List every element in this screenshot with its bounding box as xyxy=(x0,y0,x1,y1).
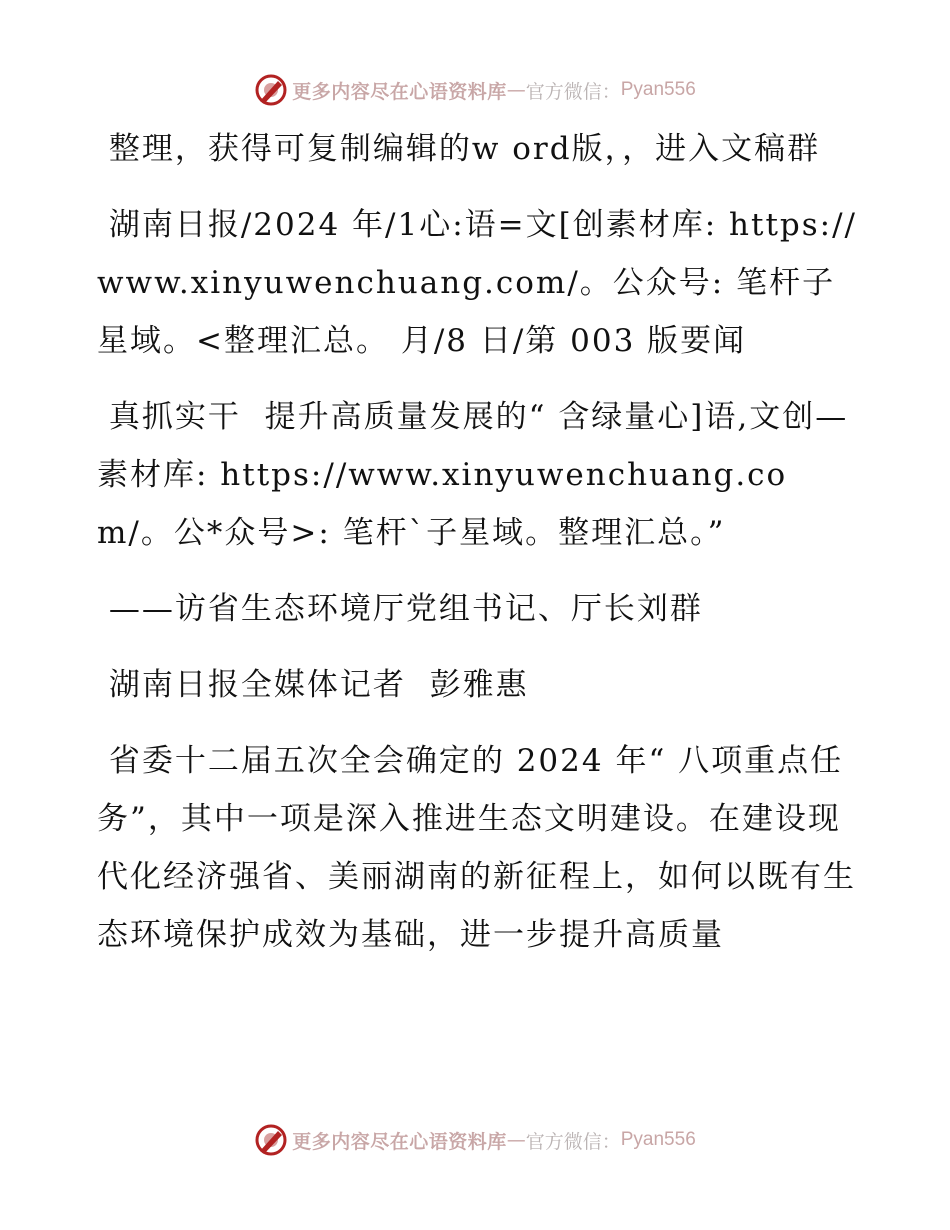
footer-banner-text: 更多内容尽在心语资料库 xyxy=(292,1130,507,1153)
header-banner-text: 更多内容尽在心语资料库 xyxy=(292,80,507,103)
footer-wechat-label: 官方微信： xyxy=(525,1130,621,1153)
pen-logo-icon xyxy=(254,1123,288,1157)
footer-banner xyxy=(0,1120,950,1160)
header-wechat-id: Pyan556 xyxy=(620,79,696,100)
document-body xyxy=(97,120,857,982)
paragraph-subtitle: ——访省生态环境厅党组书记、厅长刘群 xyxy=(97,591,703,627)
header-banner-separator: — xyxy=(506,79,526,101)
paragraph-intro: 整理，获得可复制编辑的w ord版，，进入文稿群 xyxy=(97,131,821,167)
paragraph-body: 省委十二届五次全会确定的 2024 年“ 八项重点任务”，其中一项是深入推进生态文明建设。在建设现代化经济强省、美丽湖南的新征程上，如何以既有生态环境保护成效为基础，进一步提升高质量 xyxy=(97,743,856,953)
paragraph-source: 湖南日报/2024 年/1心:语=文[创素材库: https://www.xinyuwenchuang.com/。公众号: 笔杆子星域。<整理汇总。 月/8 日/第 003 版要闻 xyxy=(97,207,857,359)
pen-logo-icon xyxy=(254,73,288,107)
header-wechat-label: 官方微信： xyxy=(525,80,621,103)
paragraph-headline: 真抓实干 提升高质量发展的“ 含绿量心]语,文创—素材库: https://www.xinyuwenchuang.com/。公*众号>: 笔杆`子星域。整理汇总。” xyxy=(97,399,849,551)
header-banner xyxy=(0,70,950,110)
footer-wechat-id: Pyan556 xyxy=(620,1129,696,1150)
paragraph-byline: 湖南日报全媒体记者 彭雅惠 xyxy=(97,667,529,703)
footer-banner-separator: — xyxy=(506,1129,526,1151)
